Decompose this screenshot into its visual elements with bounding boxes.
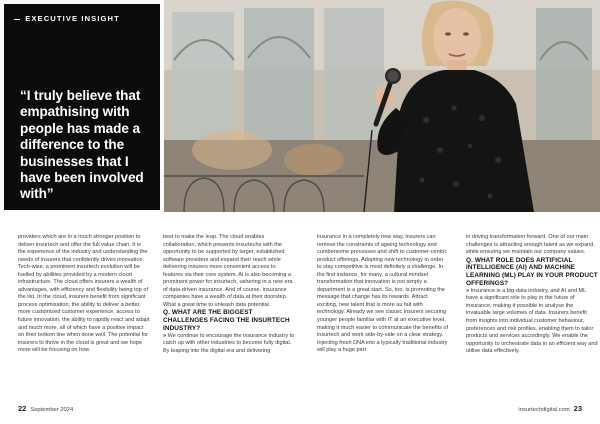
answer-text: Insurance is a big-data industry, and AI and ML have a significant role to play in the future of insurance, making it possible to analyse the invaluable large volumes of data. Insurers benefit from insights into individual customer behaviour, preferences and risk profiles, enabling them to tailor products and services accordingly. We enable the opportunity to orchestrate data in an efficient way and utilise data effectively. bbox=[466, 287, 598, 355]
page-number-left: 22 bbox=[18, 404, 27, 413]
paragraph: providers which are in a much stronger position to deliver insurtech and offer the full value chain. It is the experience of the industry and understanding the needs of insurers that confidently drives innovation. Tech-wise, a prominent insurtech evolution will be fuelled by abilities provided by a modern cloud infrastructure. The cloud offers insurers a wealth of advantages, with efficiency and flexibility being top of the list. In the cloud, insurers benefit from significant process optimisation, the ability to deliver a better, more customised customer experience, access to future innovation, the ability to rapidly react and adapt and much more, all of which have a positive impact on their bottom line when done well. The potential for insurers to thrive in the cloud is great and we hope more will be focusing on how bbox=[18, 234, 150, 354]
article-column-1 bbox=[18, 234, 150, 355]
section-label bbox=[14, 14, 160, 23]
paragraph: insurance in a completely new way, insurers can remove the constraints of ageing technology and cumbersome processes and shift to customer-centric product offerings. Adopting new technology in order to stay competitive is most definitely a challenge. In the first instance, for many, a cultural mindset transformation that innovation is not simply a department is a great start. So, too, is promoting the message that change has its rewards. Attract exciting, new talent that is more au fait with technology. Already we see classic insurers securing younger people familiar with IT at an executive level, making it much easier to communicate the benefits of insurtech and work side-by-side on a clear strategy. Injecting fresh DNA into a typically traditional industry will play a huge part bbox=[317, 234, 449, 354]
paragraph: in driving transformation forward. One of our main challenges is attracting enough talent as we expand, while ensuring we maintain our company values. bbox=[466, 234, 595, 256]
answer-text: We continue to encourage the insurance industry to catch up with other industries to become fully digital. By leaping into the digital era and delivering bbox=[163, 332, 295, 354]
speaker-photo-illustration bbox=[164, 0, 600, 212]
paragraph: best to make the leap. The cloud enables collaboration, which presents insurtechs with the opportunity to be supported by larger, established software providers and expand their reach while delivering insurers more convenient access to features via their core system. AI is also becoming a prominent power for insurtech, ushering in a new era of data-driven insurance. And of course, insurance companies have a wealth of data at their doorstep. What a great time to unleash data potential. bbox=[163, 234, 293, 308]
answer-paragraph bbox=[163, 333, 295, 356]
speaker-photo bbox=[164, 0, 600, 212]
article-column-2 bbox=[163, 234, 295, 356]
question-heading: Q. WHAT ROLE DOES ARTIFICIAL INTELLIGENCE (AI) AND MACHINE LEARNING (ML) PLAY IN YOUR PRODUCT OFFERINGS? bbox=[466, 256, 598, 288]
article-column-3 bbox=[317, 234, 449, 355]
site-url[interactable]: insurtechdigital.com bbox=[518, 407, 570, 413]
section-label-text: EXECUTIVE INSIGHT bbox=[25, 14, 120, 23]
question-heading: Q. WHAT ARE THE BIGGEST CHALLENGES FACING THE INSURTECH INDUSTRY? bbox=[163, 309, 290, 333]
label-rule bbox=[14, 19, 20, 20]
issue-date: September 2024 bbox=[30, 407, 74, 413]
answer-paragraph bbox=[466, 288, 598, 356]
pull-quote: “I truly believe that empathising with people has made a difference to the businesses that I have been involved with” bbox=[20, 88, 144, 202]
quote-panel bbox=[4, 4, 160, 210]
article-column-4 bbox=[466, 234, 598, 356]
footer-left bbox=[18, 404, 73, 414]
answer-marker: » bbox=[163, 332, 167, 339]
footer-right bbox=[518, 404, 582, 414]
page-number-right: 23 bbox=[573, 404, 582, 413]
answer-marker: » bbox=[466, 287, 470, 294]
